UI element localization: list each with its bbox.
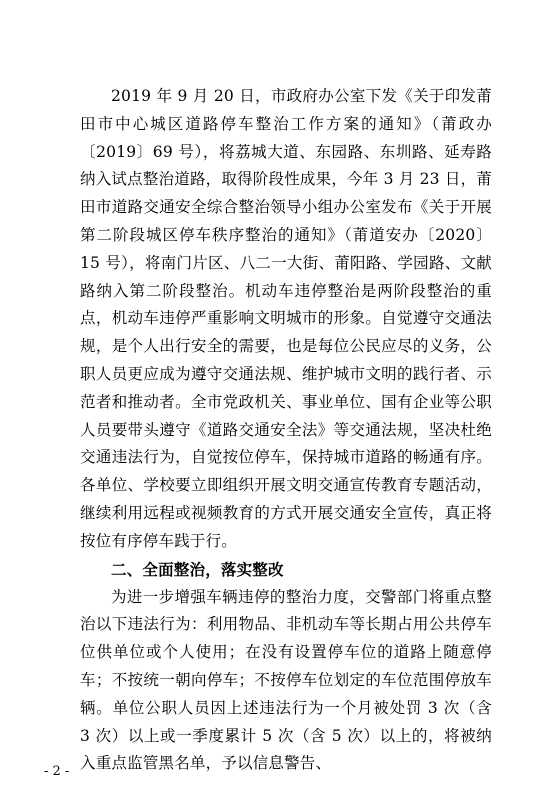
section-heading-2: 二、全面整治，落实整改 (111, 560, 284, 579)
body-paragraph-2: 为进一步增强车辆违停的整治力度，交警部门将重点整治以下违法行为：利用物品、非机动车等长期占用公共停车位供单位或个人使用；在没有设置停车位的道路上随意停车；不按统一朝向停车；不按停车位划定的车位范围停放车辆。单位公职人员因上述违法行为一个月被处罚 3 次（含 3 次）以上或一季度累计 5 次（含 5 次）以上的，将被纳入重点监管黑名单，予以信息警告、 (80, 587, 492, 773)
body-paragraph-1: 2019 年 9 月 20 日，市政府办公室下发《关于印发莆田市中心城区道路停车整治工作方案的通知》（莆政办〔2019〕69 号），将荔城大道、东园路、东圳路、延寿路纳入试点整治道路，取得阶段性成果，今年 3 月 23 日，莆田市道路交通安全综合整治领导小组办公室发布《关于开展第二阶段城区停车秩序整治的通知》（莆道安办〔2020〕15 号），将南门片区、八二一大街、莆阳路、学园路、文献路纳入第二阶段整治。机动车违停整治是两阶段整治的重点，机动车违停严重影响文明城市的形象。自觉遵守交通法规，是个人出行安全的需要，也是每位公民应尽的义务，公职人员更应成为遵守交通法规、维护城市文明的践行者、示范者和推动者。全市党政机关、事业单位、国有企业等公职人员要带头遵守《道路交通安全法》等交通法规，坚决杜绝交通违法行为，自觉按位停车，保持城市道路的畅通有序。各单位、学校要立即组织开展文明交通宣传教育专题活动，继续利用远程或视频教育的方式开展交通安全宣传，真正将按位有序停车践于行。 (80, 87, 492, 550)
page-number: - 2 - (44, 764, 70, 779)
document-body (80, 83, 492, 778)
